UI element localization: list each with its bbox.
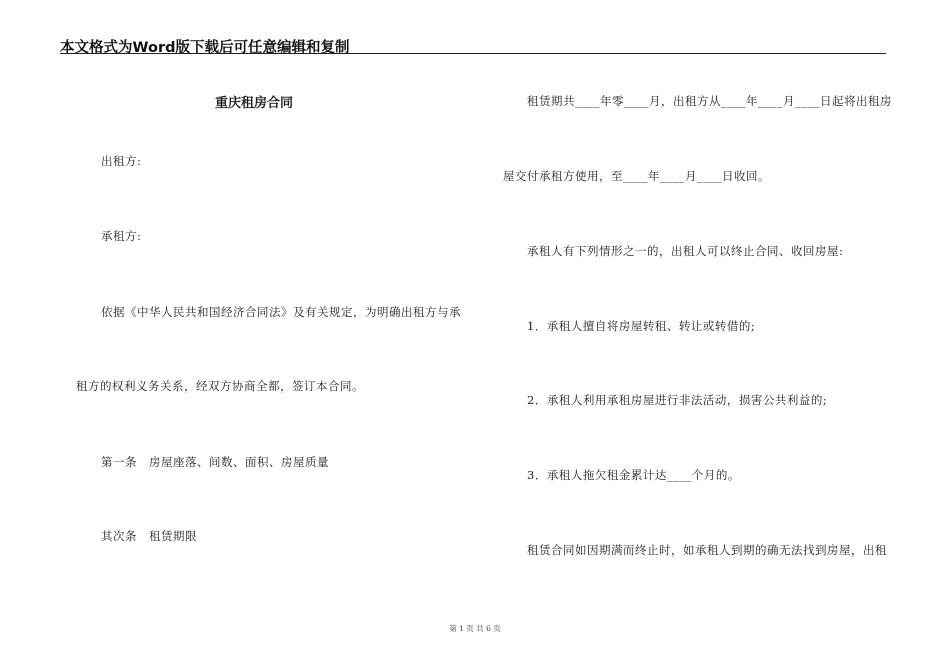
document-title: 重庆租房合同 — [215, 96, 294, 111]
header-divider — [60, 53, 886, 54]
termination-item-2: 2．承租人利用承租房屋进行非法活动，损害公共利益的; — [527, 393, 828, 407]
article-1-heading: 第一条 房屋座落、间数、面积、房屋质量 — [101, 455, 329, 469]
expiry-clause-line-1: 租赁合同如因期满而终止时，如承租人到期的确无法找到房屋，出租 — [527, 543, 887, 557]
lease-term-line-2: 屋交付承租方使用，至____年____月____日收回。 — [503, 169, 770, 183]
document-header: 本文格式为Word版下载后可任意编辑和复制 — [60, 40, 350, 56]
lessee-label: 承租方: — [101, 229, 142, 243]
termination-intro: 承租人有下列情形之一的，出租人可以终止合同、收回房屋: — [527, 244, 844, 258]
termination-item-3: 3．承租人拖欠租金累计达____个月的。 — [527, 468, 740, 482]
preamble-line-1: 依据《中华人民共和国经济合同法》及有关规定，为明确出租方与承 — [101, 305, 461, 319]
lease-term-line-1: 租赁期共____年零____月，出租方从____年____月____日起将出租房 — [527, 94, 892, 108]
page-number: 第 1 页 共 6 页 — [449, 624, 501, 633]
termination-item-1: 1．承租人擅自将房屋转租、转让或转借的; — [527, 319, 756, 333]
preamble-line-2: 租方的权利义务关系，经双方协商全都，签订本合同。 — [76, 379, 364, 393]
article-2-heading: 其次条 租赁期限 — [101, 529, 197, 543]
lessor-label: 出租方: — [101, 154, 142, 168]
